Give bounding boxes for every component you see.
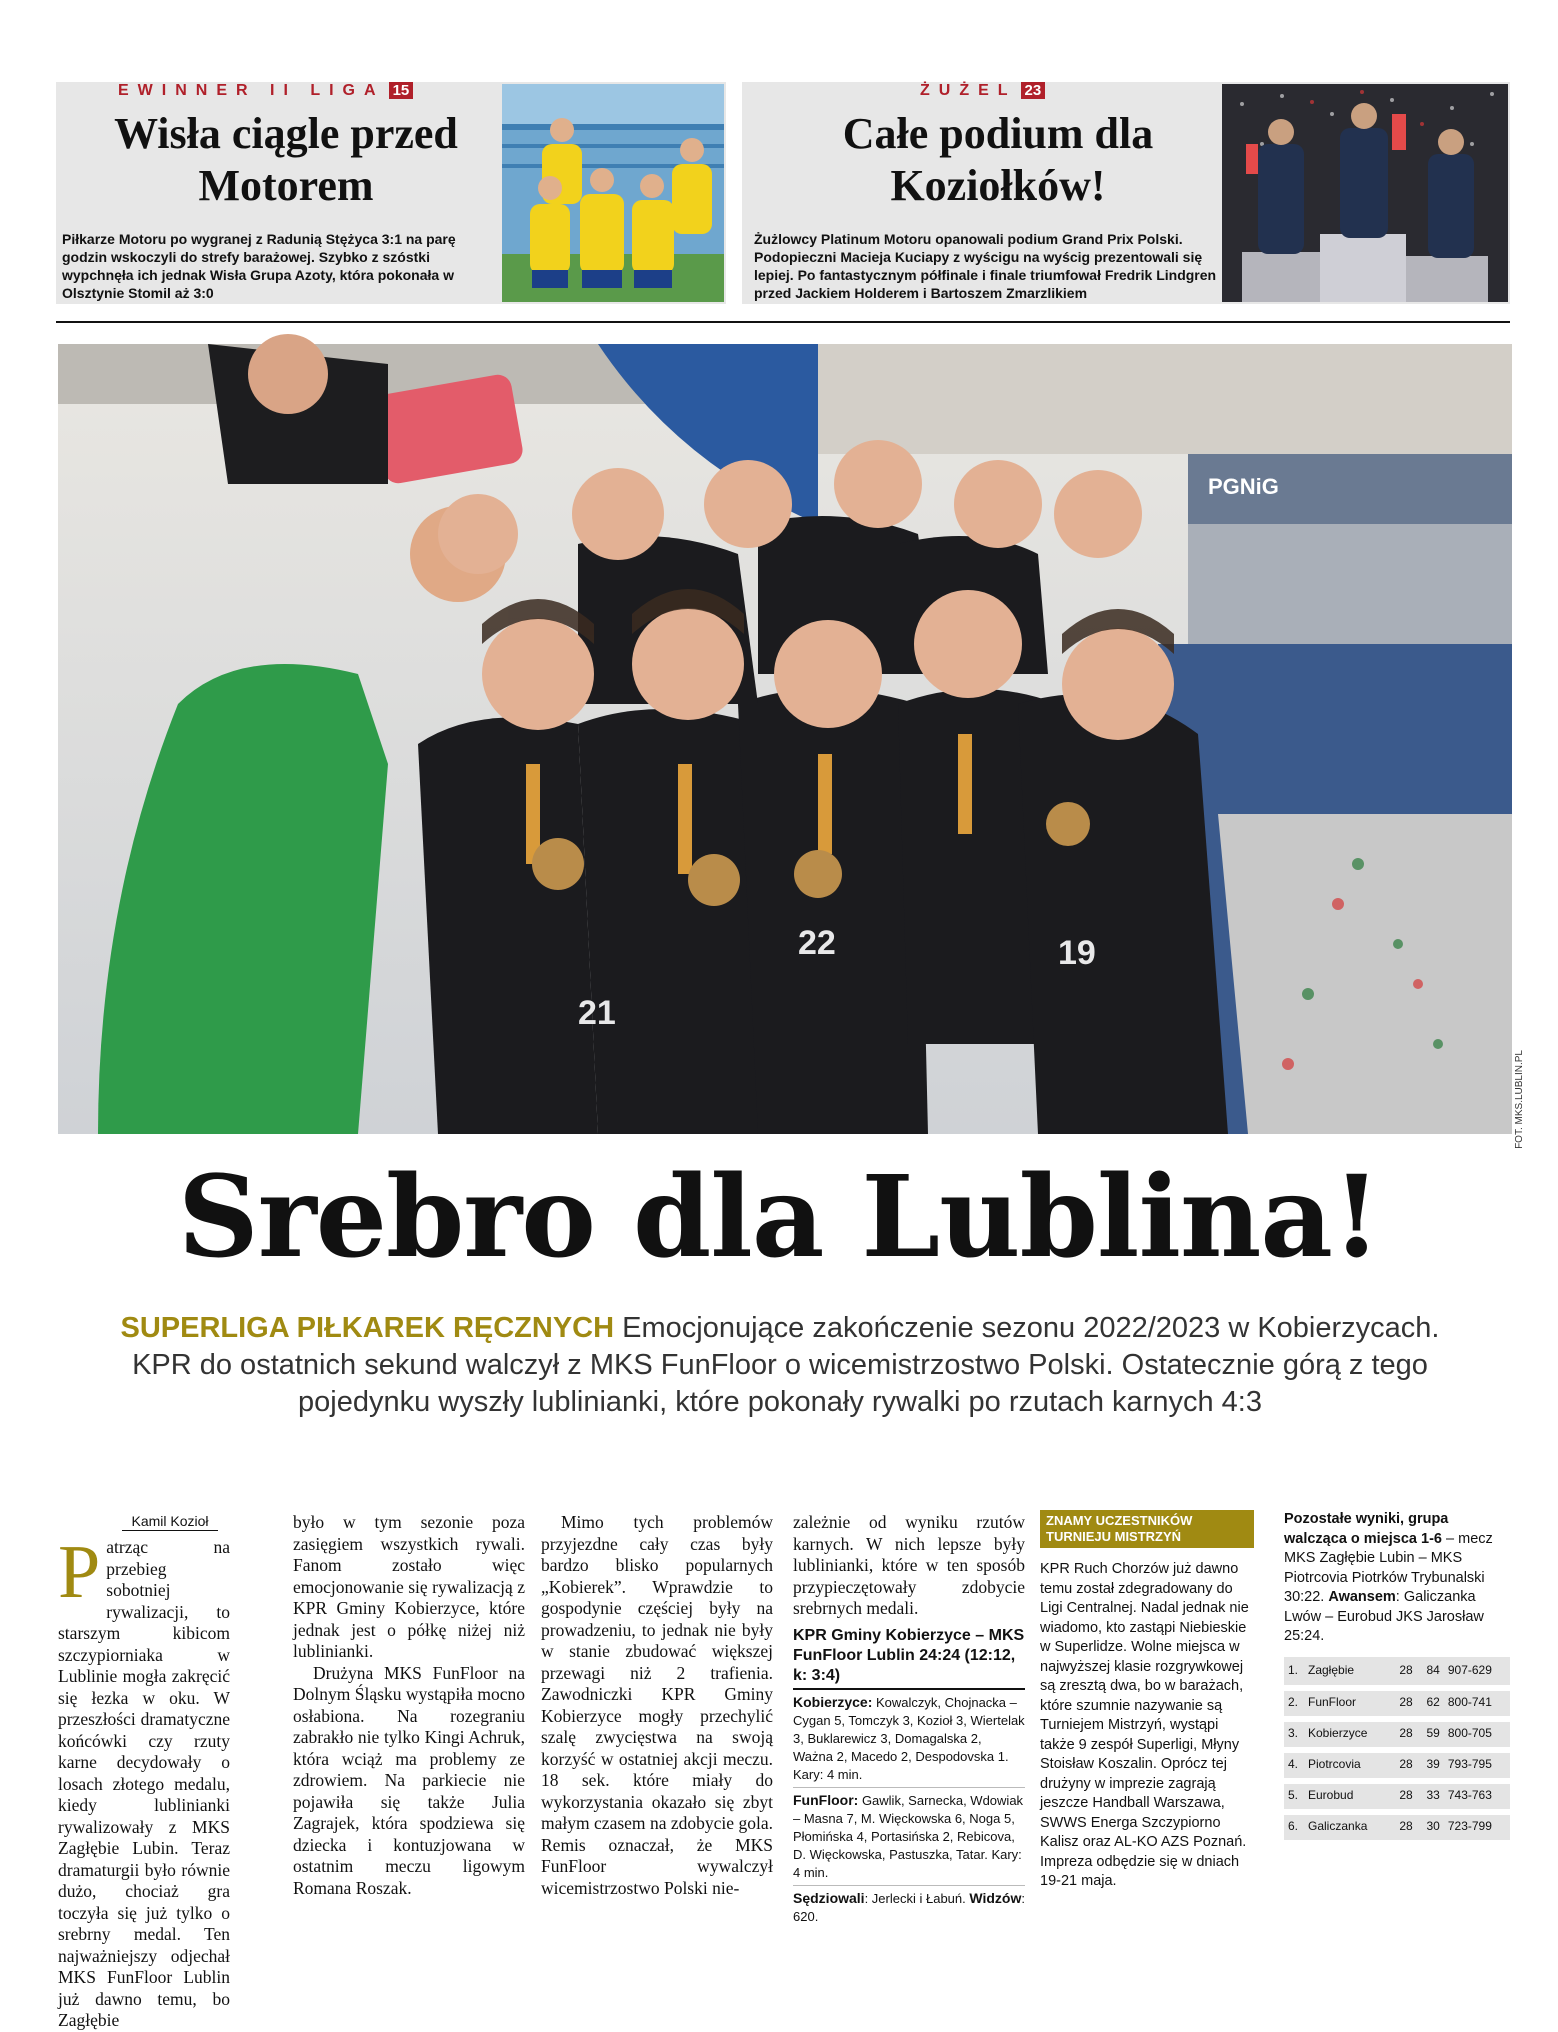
teaser-kicker: EWINNER II LIGA 15 (118, 82, 413, 100)
standings-goals: 800-705 (1444, 1719, 1510, 1750)
main-photo-team-selfie (58, 344, 1512, 1134)
svg-text:19: 19 (1058, 934, 1096, 972)
sidebar-text: KPR Ruch Chorzów już dawno temu został zdegradowany do Ligi Centralnej. Nadal jednak nie wiadomo, kto zastąpi Niebieskie w Superlidze. Wolne miejsca w najwyższej klasie rozgrywkowej są zresztą dwa, bo w barażach, które szumnie nazywanie są Turniejem Mistrzyń, wystąpi także 9 zespół Superligi, Młyny Stoisław Koszalin. Oprócz tej drużyny w imprezie zagrają jeszcze Handball Warszawa, SWWS Energa Szczypiorno Kalisz oraz AL-KO AZS Poznań. Impreza odbędzie się w dniach 19-21 maja. (1040, 1561, 1249, 1889)
standings-points: 59 (1417, 1719, 1444, 1750)
standings-goals: 793-795 (1444, 1750, 1510, 1781)
standings-table (1284, 1657, 1510, 1846)
standings-pos: 4. (1284, 1750, 1304, 1781)
standings-games: 28 (1390, 1781, 1417, 1812)
article-column-4 (793, 1512, 1025, 1929)
article-text: atrząc na przebieg sobotniej rywalizacji, to starszym kibicom szczypiorniaka w Lublinie mogła zakręcić się łezka w oku. W przeszłości dramatyczne końcówki czy rzuty karne decydowały o losach złotego medalu, kiedy lublinianki rywalizowały z MKS Zagłębie Lubin. Teraz dramaturgii było równie dużo, chociaż gra toczyła się już tylko o srebrny medal. Ten najważniejszy odjechał MKS FunFloor Lublin już dawno temu, bo Zagłębie (58, 1537, 230, 2030)
teaser-kicker: ŻUŻEL 23 (920, 82, 1045, 100)
standings-team: Galiczanka (1304, 1812, 1390, 1843)
sidebar-column-2 (1284, 1510, 1510, 1846)
standings-goals: 723-799 (1444, 1812, 1510, 1843)
standings-games: 28 (1390, 1750, 1417, 1781)
standings-row (1284, 1657, 1510, 1688)
teaser-speedway[interactable] (742, 82, 1510, 304)
standings-pos: 2. (1284, 1688, 1304, 1719)
standings-row (1284, 1812, 1510, 1843)
lineup-home: Kobierzyce: Kowalczyk, Chojnacka – Cygan 5, Tomczyk 3, Kozioł 3, Wiertelak 3, Buklarewicz 3, Domagalska 2, Ważna 2, Macedo 2, Despodovska 1. Kary: 4 min. (793, 1690, 1025, 1788)
standings-games: 28 (1390, 1719, 1417, 1750)
lead-kicker: SUPERLIGA PIŁKAREK RĘCZNYCH (120, 1312, 615, 1344)
standings-pos: 5. (1284, 1781, 1304, 1812)
standings-team: Eurobud (1304, 1781, 1390, 1812)
standings-games: 28 (1390, 1688, 1417, 1719)
standings-team: Kobierzyce (1304, 1719, 1390, 1750)
standings-goals: 743-763 (1444, 1781, 1510, 1812)
sidebar-results: Pozostałe wyniki, grupa walcząca o miejsca 1-6 – mecz MKS Zagłębie Lubin – MKS Piotrcovia Piotrków Trybunalski 30:22. Awansem: Galiczanka Lwów – Eurobud JKS Jarosław 25:24. (1284, 1511, 1493, 1644)
standings-points: 39 (1417, 1750, 1444, 1781)
main-headline[interactable]: Srebro dla Lublina! (177, 1152, 1381, 1283)
standings-points: 84 (1417, 1657, 1444, 1688)
article-paragraph: Drużyna MKS FunFloor na Dolnym Śląsku wystąpiła mocno osłabiona. Na rozegraniu zabrakło nie tylko Kingi Achruk, która wciąż ma problemy ze zdrowiem. Na parkiecie nie pojawiła się także Julia Zagrajek, która spodziewa się dziecka i kontuzjowana w ostatnim meczu ligowym Romana Roszak. (293, 1662, 525, 1898)
standings-team: FunFloor (1304, 1688, 1390, 1719)
lineup-away: FunFloor: Gawlik, Sarnecka, Wdowiak – Masna 7, M. Więckowska 6, Noga 5, Płomińska 4, Portasińska 2, Rebicova, D. Więckowska, Pastuszka, Tatar. Kary: 4 min. (793, 1788, 1025, 1886)
standings-points: 33 (1417, 1781, 1444, 1812)
standings-games: 28 (1390, 1657, 1417, 1688)
photo-credit: FOT. MKS.LUBLIN.PL (1514, 1050, 1525, 1149)
match-officials: Sędziowali: Jerlecki i Łabuń. Widzów: 620. (793, 1889, 1025, 1924)
svg-text:21: 21 (578, 994, 616, 1032)
standings-row (1284, 1781, 1510, 1812)
article-paragraph: zależnie od wyniku rzutów karnych. W nich lepsze były lublinianki, które w ten sposób przypieczętowały zdobycie srebrnych medali. (793, 1512, 1025, 1618)
page-number-badge: 15 (389, 82, 414, 99)
arena-banner-text: PGNiG (1208, 474, 1279, 499)
drop-cap: P (58, 1530, 101, 1614)
sidebar-tag: ZNAMY UCZESTNIKÓW TURNIEJU MISTRZYŃ (1040, 1510, 1254, 1548)
standings-points: 30 (1417, 1812, 1444, 1843)
article-column-1 (58, 1512, 230, 2032)
teaser-photo-football (502, 84, 724, 302)
article-lead (90, 1310, 1470, 1421)
teaser-title[interactable]: Wisła ciągle przed Motorem (114, 109, 458, 210)
standings-goals: 800-741 (1444, 1688, 1510, 1719)
standings-team: Piotrcovia (1304, 1750, 1390, 1781)
match-result-title: KPR Gminy Kobierzyce – MKS FunFloor Lublin 24:24 (12:12, k: 3:4) (793, 1626, 1025, 1690)
page-number-badge: 23 (1021, 82, 1046, 99)
standings-pos: 6. (1284, 1812, 1304, 1843)
article-paragraph: Mimo tych problemów przyjezdne cały czas były bardzo blisko popularnych „Kobierek”. Wprawdzie to gospodynie częściej były na prowadzeniu, to jednak nie były w stanie zbudować większej przewagi niż 2 trafienia. Zawodniczki KPR Gminy Kobierzyce mogły przechylić szalę zwycięstwa na swoją korzyść w ostatniej akcji meczu. 18 sek. które miały do wykorzystania okazało się zbyt małym czasem na zdobycie gola. Remis oznaczał, że MKS FunFloor wywalczył wicemistrzostwo Polski nie- (541, 1512, 773, 1898)
standings-team: Zagłębie (1304, 1657, 1390, 1688)
standings-row (1284, 1719, 1510, 1750)
sidebar-column-1 (1040, 1510, 1254, 1889)
teaser-title[interactable]: Całe podium dla Koziołków! (842, 109, 1154, 210)
standings-points: 62 (1417, 1688, 1444, 1719)
article-paragraph: było w tym sezonie poza zasięgiem wszystkich rywali. Fanom zostało więc emocjonowanie się rywalizacją z KPR Gminy Kobierzyce, które jednak jest o półkę niżej niż lublinianki. (293, 1512, 525, 1661)
article-column-2 (293, 1512, 525, 1899)
teaser-photo-speedway (1222, 84, 1508, 302)
svg-text:22: 22 (798, 924, 836, 962)
standings-row (1284, 1688, 1510, 1719)
section-rule (56, 321, 1510, 323)
article-column-3 (541, 1512, 773, 1899)
standings-pos: 3. (1284, 1719, 1304, 1750)
standings-games: 28 (1390, 1812, 1417, 1843)
teaser-football[interactable] (56, 82, 726, 304)
lead-text: Emocjonujące zakończenie sezonu 2022/2023 w Kobierzycach. KPR do ostatnich sekund walczył z MKS FunFloor o wicemistrzostwo Polski. Ostatecznie górą z tego pojedynku wyszły lublinianki, które pokonały rywalki po rzutach karnych 4:3 (132, 1312, 1440, 1418)
teaser-text: Żużlowcy Platinum Motoru opanowali podium Grand Prix Polski. Podopieczni Macieja Kuciapy z wyścigu na wyścig prezentowali się lepiej. Po fantastycznym półfinale i finale triumfował Fredrik Lindgren przed Jackiem Holderem i Bartoszem Zmarzlikiem (754, 231, 1217, 301)
standings-row (1284, 1750, 1510, 1781)
standings-pos: 1. (1284, 1657, 1304, 1688)
author-byline[interactable]: Kamil Kozioł (122, 1512, 218, 1531)
teaser-text: Piłkarze Motoru po wygranej z Radunią Stężyca 3:1 na parę godzin wskoczyli do strefy barażowej. Szybko z szóstki wypchnęła ich jednak Wisła Grupa Azoty, która pokonała w Olsztynie Stomil aż 3:0 (62, 231, 456, 301)
standings-goals: 907-629 (1444, 1657, 1510, 1688)
